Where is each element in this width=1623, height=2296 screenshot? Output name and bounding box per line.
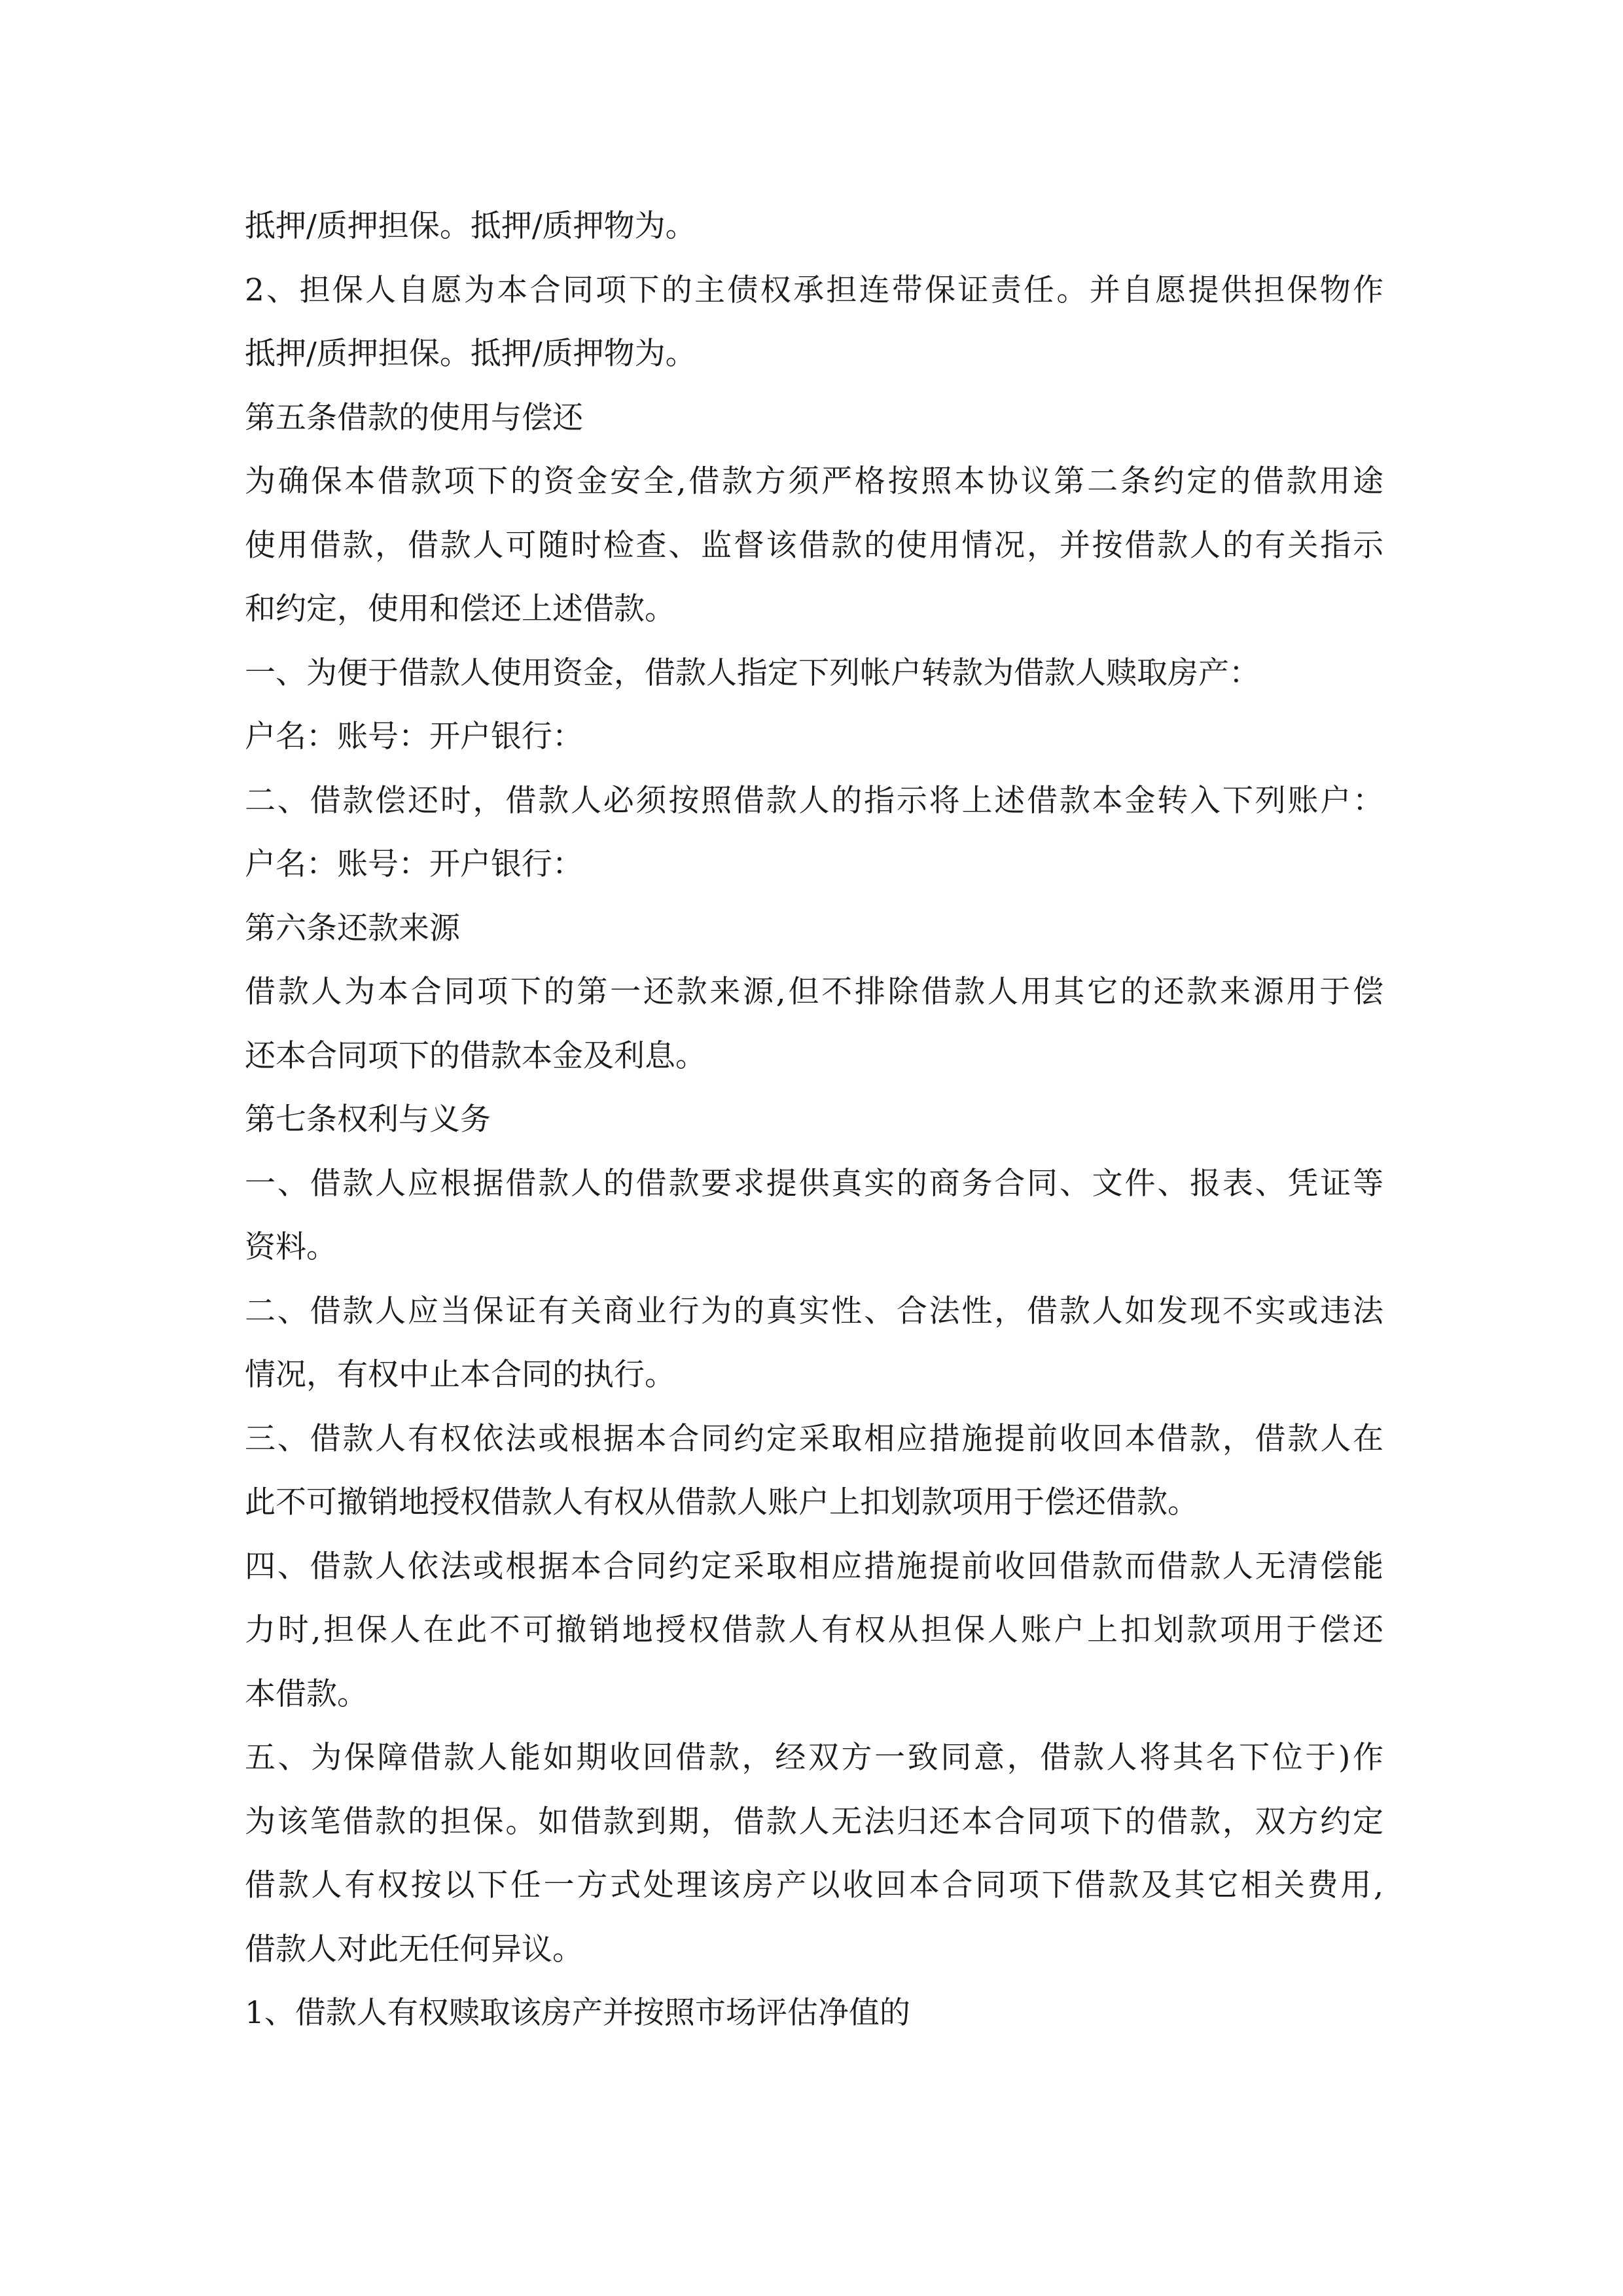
text-line: 和约定，使用和偿还上述借款。 bbox=[245, 591, 675, 627]
section-heading: 第七条权利与义务 bbox=[245, 1102, 491, 1138]
text-line: 五、为保障借款人能如期收回借款，经双方一致同意，借款人将其名下位于)作 bbox=[245, 1740, 1383, 1776]
text-line: 一、为便于借款人使用资金，借款人指定下列帐户转款为借款人赎取房产： bbox=[245, 655, 1260, 691]
text-line: 力时,担保人在此不可撤销地授权借款人有权从担保人账户上扣划款项用于偿还 bbox=[245, 1612, 1383, 1648]
text-line: 此不可撤销地授权借款人有权从借款人账户上扣划款项用于偿还借款。 bbox=[245, 1484, 1198, 1520]
text-line: 抵押/质押担保。抵押/质押物为。 bbox=[245, 208, 696, 244]
text-line: 为确保本借款项下的资金安全,借款方须严格按照本协议第二条约定的借款用途 bbox=[245, 463, 1383, 499]
text-line: 抵押/质押担保。抵押/质押物为。 bbox=[245, 336, 696, 372]
text-line: 二、借款偿还时，借款人必须按照借款人的指示将上述借款本金转入下列账户： bbox=[245, 782, 1383, 819]
text-line: 户名：账号：开户银行： bbox=[245, 846, 583, 882]
text-line: 借款人为本合同项下的第一还款来源,但不排除借款人用其它的还款来源用于偿 bbox=[245, 974, 1383, 1010]
text-line: 还本合同项下的借款本金及利息。 bbox=[245, 1037, 706, 1074]
text-line: 户名：账号：开户银行： bbox=[245, 719, 583, 755]
text-line: 资料。 bbox=[245, 1229, 337, 1265]
text-line: 2、担保人自愿为本合同项下的主债权承担连带保证责任。并自愿提供担保物作 bbox=[245, 272, 1383, 308]
text-line: 1、借款人有权赎取该房产并按照市场评估净值的 bbox=[245, 1995, 910, 2031]
text-line: 情况，有权中止本合同的执行。 bbox=[245, 1357, 675, 1393]
text-line: 借款人有权按以下任一方式处理该房产以收回本合同项下借款及其它相关费用, bbox=[245, 1867, 1383, 1903]
text-line: 二、借款人应当保证有关商业行为的真实性、合法性，借款人如发现不实或违法 bbox=[245, 1293, 1383, 1329]
text-line: 使用借款，借款人可随时检查、监督该借款的使用情况，并按借款人的有关指示 bbox=[245, 527, 1383, 564]
text-line: 四、借款人依法或根据本合同约定采取相应措施提前收回借款而借款人无清偿能 bbox=[245, 1548, 1383, 1585]
text-line: 本借款。 bbox=[245, 1676, 368, 1712]
text-line: 为该笔借款的担保。如借款到期，借款人无法归还本合同项下的借款，双方约定 bbox=[245, 1803, 1383, 1840]
text-line: 三、借款人有权依法或根据本合同约定采取相应措施提前收回本借款，借款人在 bbox=[245, 1420, 1383, 1457]
text-line: 借款人对此无任何异议。 bbox=[245, 1931, 583, 1967]
document-body bbox=[245, 194, 1383, 2045]
text-line: 一、借款人应根据借款人的借款要求提供真实的商务合同、文件、报表、凭证等 bbox=[245, 1165, 1383, 1202]
section-heading: 第六条还款来源 bbox=[245, 910, 460, 946]
section-heading: 第五条借款的使用与偿还 bbox=[245, 399, 583, 436]
